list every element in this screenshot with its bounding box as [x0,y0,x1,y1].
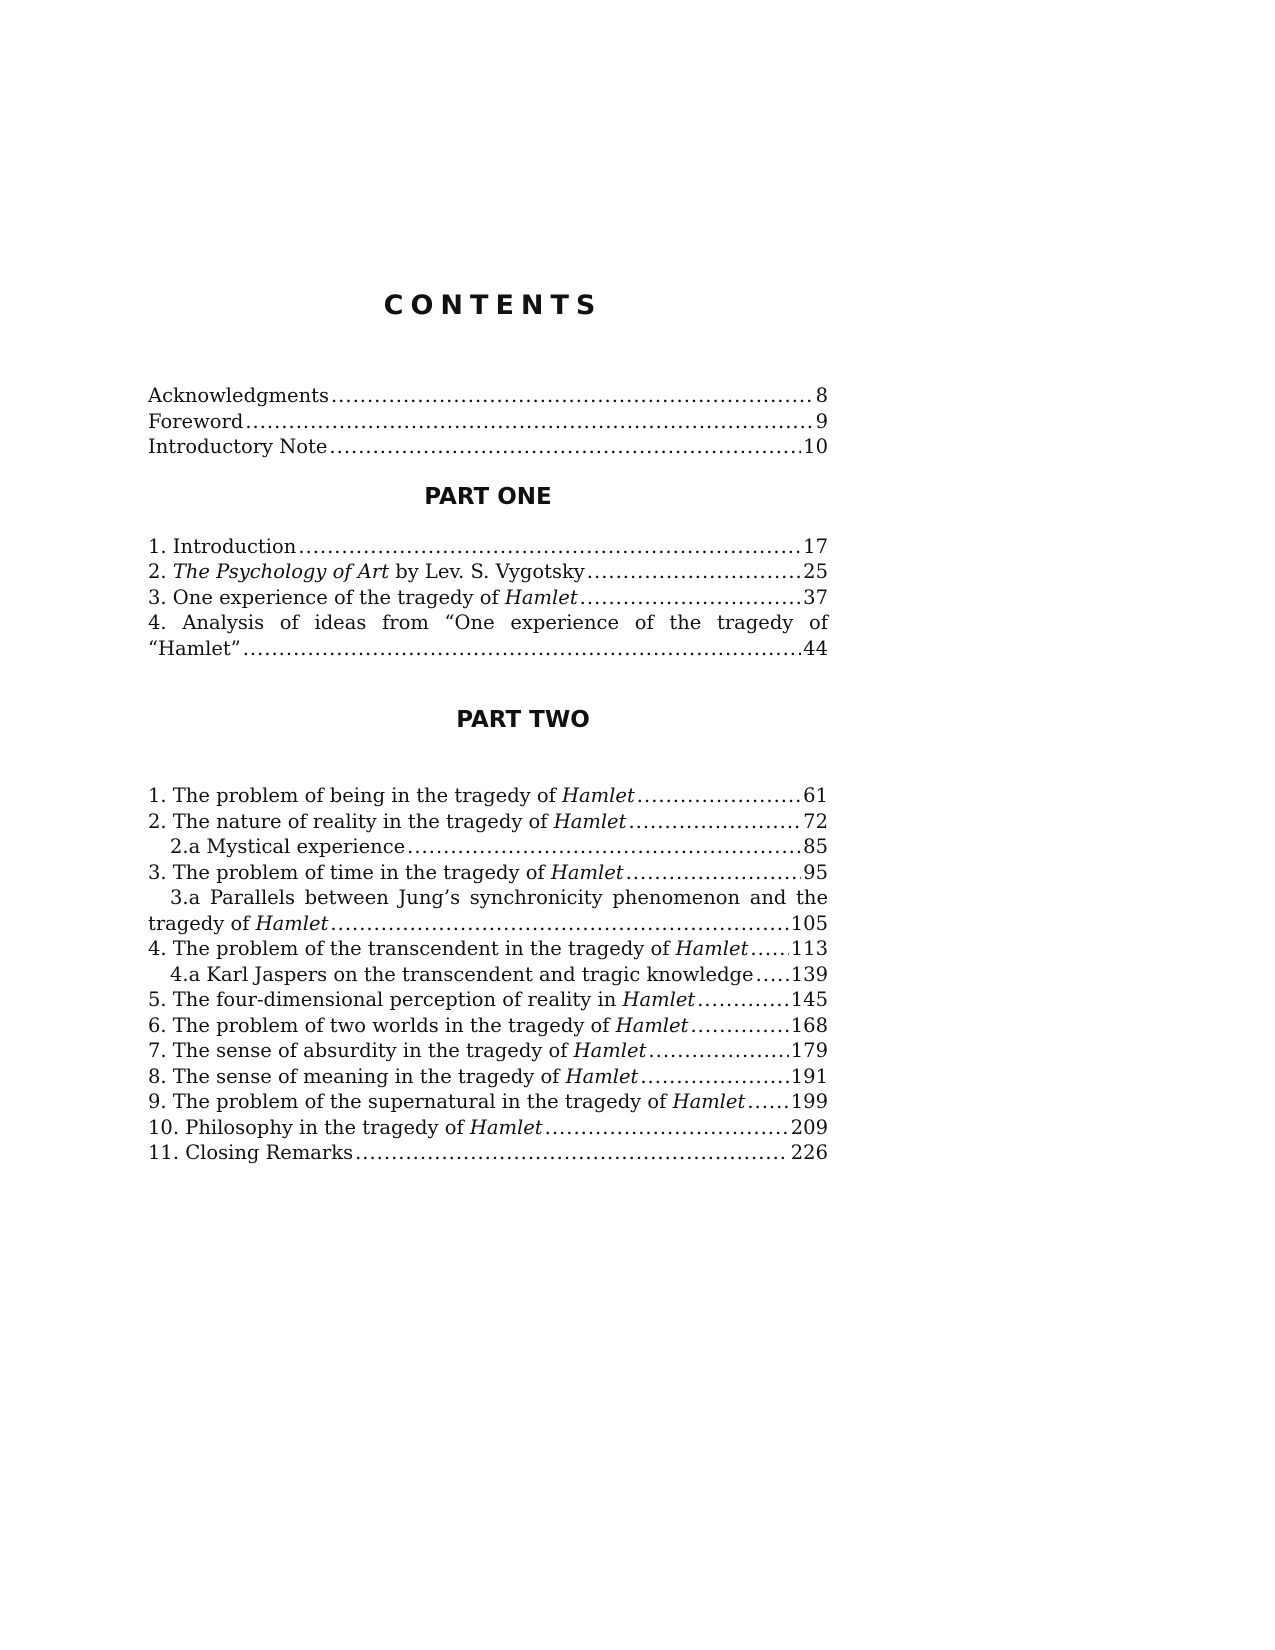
toc-entry-text: 2.a Mystical experience [170,835,406,858]
toc-entry-foreword[interactable] [148,409,828,435]
dot-leader [330,911,788,937]
toc-page-number: 10 [803,435,828,458]
toc-page-number: 44 [803,636,828,660]
toc-page-number: 139 [790,962,828,986]
toc-entry-text: Foreword [148,409,244,433]
dot-leader [640,1064,788,1090]
toc-entry[interactable] [148,1115,828,1141]
toc-entry[interactable] [148,1089,828,1115]
toc-entry[interactable] [148,559,828,585]
toc-entry-text: 11. Closing Remarks [148,1141,354,1164]
dot-leader [545,1115,789,1141]
toc-entry-text: 2. The Psychology of Art by Lev. S. Vygotsky [148,560,585,583]
toc-page-number: 113 [790,937,828,960]
toc-entry-acknowledgments[interactable] [148,383,828,409]
toc-entry-text: 3. One experience of the tragedy of Hamlet [148,585,578,609]
toc-page-number: 168 [790,1013,828,1037]
toc-entry-text: Acknowledgments [148,384,329,407]
dot-leader [331,383,814,409]
toc-entry-text: Introductory Note [148,435,328,458]
toc-page-number: 95 [803,860,828,884]
toc-page-number: 37 [803,585,828,609]
toc-entry-text: 5. The four-dimensional perception of reality in Hamlet [148,988,696,1011]
toc-entry-text: 1. Introduction [148,534,297,558]
toc-entry-line2 [148,911,828,937]
dot-leader [329,434,801,460]
toc-entry-text: 8. The sense of meaning in the tragedy of Hamlet [148,1064,639,1088]
toc-entry-text-line1: 3.a Parallels between Jung’s synchronicity phenomenon and the [170,886,828,909]
part-one-heading: PART ONE [424,483,552,510]
part-one-list [148,534,828,662]
dot-leader [355,1140,789,1166]
dot-leader [407,834,801,860]
table-of-contents [148,290,828,1166]
toc-page-number: 179 [790,1039,828,1062]
toc-entry-wrapped[interactable] [148,610,828,661]
toc-subentry-wrapped[interactable] [148,885,828,936]
toc-page-number: 226 [790,1141,828,1164]
toc-entry-introductory-note[interactable] [148,434,828,460]
toc-page-number: 85 [803,835,828,858]
dot-leader [750,936,788,962]
toc-entry[interactable] [148,1140,828,1166]
toc-entry[interactable] [148,585,828,611]
contents-title: CONTENTS [383,290,603,321]
toc-entry-text: 9. The problem of the supernatural in the tragedy of Hamlet [148,1090,746,1113]
dot-leader [690,1013,788,1039]
toc-subentry[interactable] [148,962,828,988]
toc-page-number: 8 [815,384,828,407]
toc-entry-text: 1. The problem of being in the tragedy of Hamlet [148,784,635,807]
dot-leader [756,962,789,988]
dot-leader [697,987,789,1013]
toc-entry[interactable] [148,809,828,835]
toc-entry-text: 3. The problem of time in the tragedy of Hamlet [148,860,624,884]
front-matter-list [148,383,828,460]
toc-entry[interactable] [148,534,828,560]
dot-leader [648,1038,788,1064]
toc-entry[interactable] [148,860,828,886]
toc-page-number: 105 [790,911,828,935]
toc-entry-text-line2: “Hamlet” [148,636,241,660]
dot-leader [243,636,801,662]
dot-leader [637,783,801,809]
dot-leader [245,409,813,435]
toc-page-number: 145 [790,988,828,1011]
dot-leader [747,1089,788,1115]
toc-entry-text: 4.a Karl Jaspers on the transcendent and tragic knowledge [170,962,754,986]
dot-leader [626,860,802,886]
dot-leader [628,809,801,835]
toc-entry-line2 [148,636,828,662]
toc-entry-text: 6. The problem of two worlds in the tragedy of Hamlet [148,1013,689,1037]
dot-leader [580,585,802,611]
toc-page-number: 25 [803,560,828,583]
toc-page-number: 191 [790,1064,828,1088]
toc-entry-text: 10. Philosophy in the tragedy of Hamlet [148,1115,543,1139]
toc-subentry[interactable] [148,834,828,860]
toc-page-number: 72 [803,809,828,833]
dot-leader [298,534,801,560]
toc-page-number: 199 [790,1090,828,1113]
toc-entry[interactable] [148,936,828,962]
part-two-heading: PART TWO [456,707,590,733]
part-two-list [148,783,828,1166]
toc-entry-text: 2. The nature of reality in the tragedy of Hamlet [148,809,627,833]
toc-entry[interactable] [148,1064,828,1090]
toc-entry-text: 4. The problem of the transcendent in the tragedy of Hamlet [148,937,749,960]
toc-entry-text-line2: tragedy of Hamlet [148,911,329,935]
toc-entry-text: 7. The sense of absurdity in the tragedy of Hamlet [148,1039,647,1062]
toc-entry[interactable] [148,1038,828,1064]
toc-page-number: 61 [803,784,828,807]
toc-entry[interactable] [148,987,828,1013]
toc-page-number: 17 [803,534,828,558]
toc-entry-text-line1: 4. Analysis of ideas from “One experience of the tragedy of [148,611,828,634]
dot-leader [587,559,801,585]
toc-entry[interactable] [148,1013,828,1039]
toc-page-number: 9 [815,409,828,433]
toc-page-number: 209 [790,1115,828,1139]
toc-entry[interactable] [148,783,828,809]
